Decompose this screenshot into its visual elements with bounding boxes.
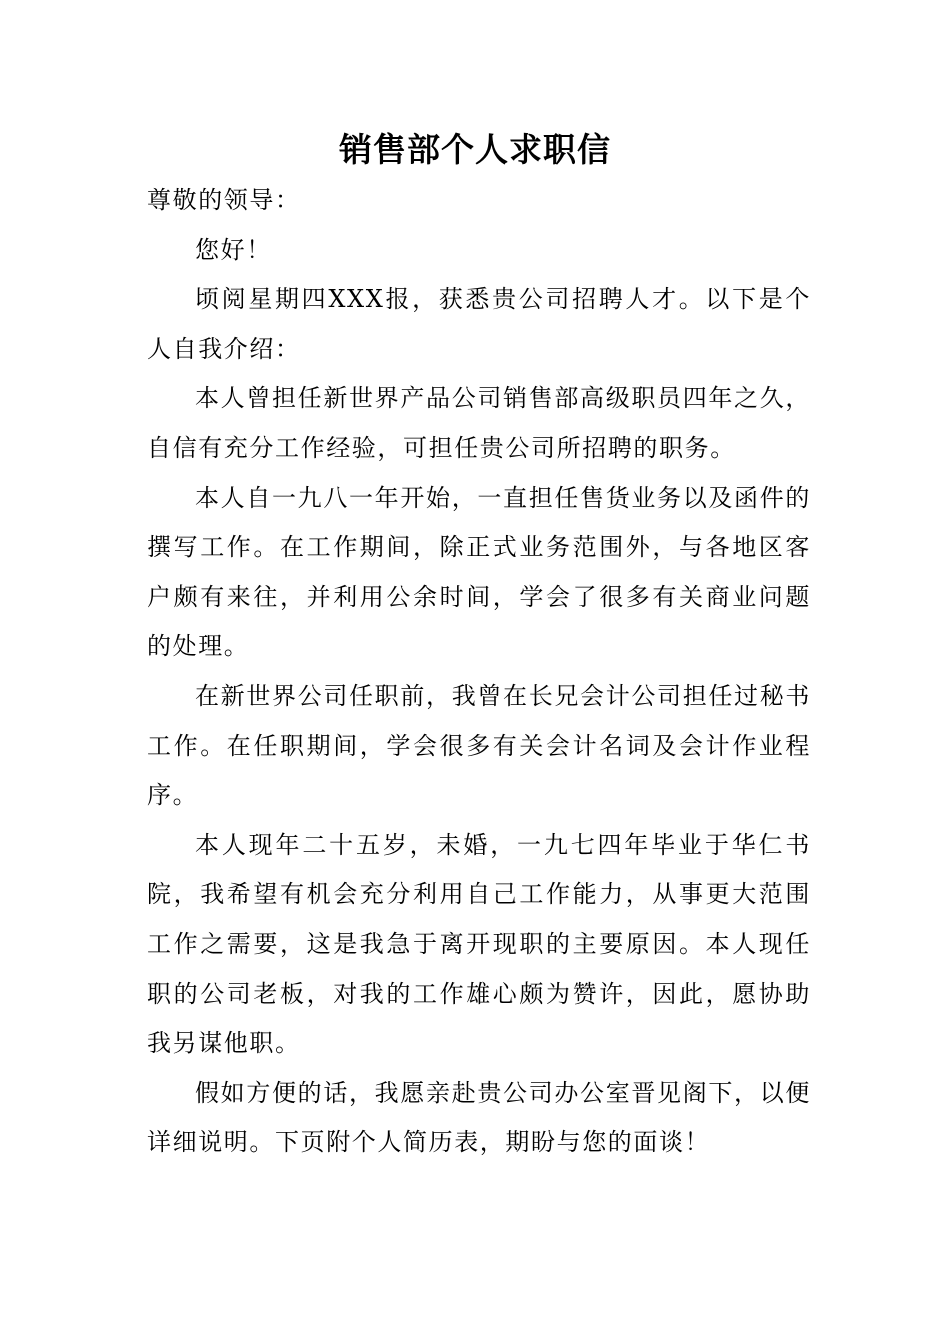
paragraph-intro: 顷阅星期四XXX报，获悉贵公司招聘人才。以下是个人自我介绍： (147, 285, 811, 363)
paragraph-greeting: 您好！ (195, 235, 272, 264)
paragraph-closing: 假如方便的话，我愿亲赴贵公司办公室晋见阁下，以便详细说明。下页附个人简历表，期盼与您的面谈！ (147, 1078, 811, 1157)
document-title: 销售部个人求职信 (339, 130, 611, 169)
paragraph-duties: 本人自一九八一年开始，一直担任售货业务以及函件的撰写工作。在工作期间，除正式业务范围外，与各地区客户颇有来往，并利用公余时间，学会了很多有关商业问题的处理。 (147, 483, 811, 661)
paragraph-background: 本人现年二十五岁，未婚，一九七四年毕业于华仁书院，我希望有机会充分利用自己工作能力，从事更大范围工作之需要，这是我急于离开现职的主要原因。本人现任职的公司老板，对我的工作雄心颇为赞许，因此，愿协助我另谋他职。 (147, 830, 811, 1058)
letter-body (147, 176, 811, 1168)
paragraph-experience: 本人曾担任新世界产品公司销售部高级职员四年之久，自信有充分工作经验，可担任贵公司所招聘的职务。 (147, 384, 811, 462)
salutation: 尊敬的领导： (147, 186, 301, 214)
paragraph-previous-job: 在新世界公司任职前，我曾在长兄会计公司担任过秘书工作。在任职期间，学会很多有关会计名词及会计作业程序。 (147, 681, 811, 810)
